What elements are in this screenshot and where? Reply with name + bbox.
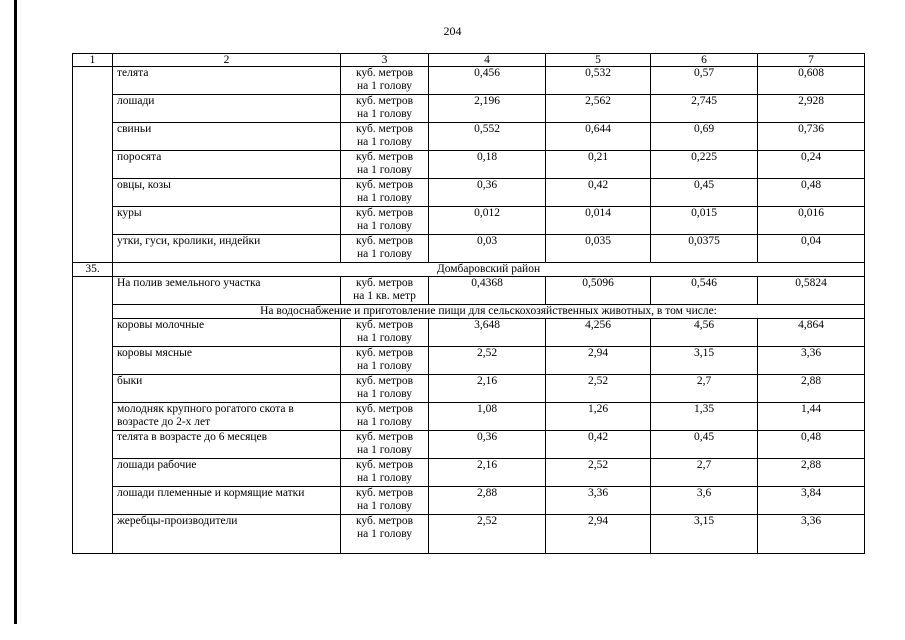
value-cell: 2,7 [651,459,758,487]
name-cell: лошади рабочие [113,459,341,487]
value-cell: 2,88 [758,375,865,403]
unit-line-2: на 1 голову [356,192,413,204]
unit-line-1: куб. метров [355,487,414,499]
section-row [73,263,865,277]
unit-line-2: на 1 голову [356,472,413,484]
unit-line-1: куб. метров [355,151,414,163]
value-cell: 4,864 [758,319,865,347]
value-cell: 0,4368 [429,277,546,305]
unit-cell [341,515,429,554]
value-cell: 0,36 [429,431,546,459]
value-cell: 0,456 [429,67,546,95]
unit-line-1: куб. метров [355,375,414,387]
value-cell: 3,36 [758,347,865,375]
unit-line-2: на 1 голову [356,500,413,512]
unit-line-2: на 1 голову [356,444,413,456]
table-row [73,151,865,179]
subheading: На водоснабжение и приготовление пищи для сельскохозяйственных животных, в том числе: [113,305,865,319]
name-cell: коровы мясные [113,347,341,375]
unit-cell [341,235,429,263]
unit-line-1: куб. метров [355,515,414,527]
value-cell: 3,15 [651,515,758,554]
unit-line-1: куб. метров [355,235,414,247]
section-title: Домбаровский район [113,263,865,277]
unit-line-2: на 1 голову [356,416,413,428]
value-cell: 2,52 [546,375,651,403]
unit-cell [341,375,429,403]
value-cell: 0,012 [429,207,546,235]
name-cell: жеребцы-производители [113,515,341,554]
table-row [73,207,865,235]
value-cell: 0,014 [546,207,651,235]
unit-line-1: куб. метров [355,95,414,107]
value-cell: 0,42 [546,431,651,459]
unit-cell [341,459,429,487]
header-cell: 7 [758,54,865,67]
number-cell [73,67,113,263]
name-cell: свиньи [113,123,341,151]
header-row [73,54,865,67]
value-cell: 2,52 [546,459,651,487]
value-cell: 0,015 [651,207,758,235]
table-row [73,515,865,554]
value-cell: 3,15 [651,347,758,375]
value-cell: 3,36 [758,515,865,554]
unit-line-2: на 1 голову [356,136,413,148]
unit-line-1: куб. метров [355,123,414,135]
value-cell: 2,94 [546,347,651,375]
tariff-table [72,53,865,554]
value-cell: 3,6 [651,487,758,515]
table-row [73,235,865,263]
header-cell: 2 [113,54,341,67]
value-cell: 0,225 [651,151,758,179]
name-cell: быки [113,375,341,403]
unit-cell [341,277,429,305]
table-row [73,67,865,95]
value-cell: 2,928 [758,95,865,123]
unit-line-1: куб. метров [355,179,414,191]
value-cell: 0,644 [546,123,651,151]
value-cell: 1,26 [546,403,651,431]
unit-cell [341,347,429,375]
name-cell: куры [113,207,341,235]
unit-cell [341,207,429,235]
value-cell: 2,52 [429,347,546,375]
value-cell: 2,196 [429,95,546,123]
unit-line-2: на 1 голову [356,360,413,372]
section-number: 35. [73,263,113,277]
unit-line-1: куб. метров [355,319,414,331]
unit-line-2: на 1 голову [356,248,413,260]
unit-cell [341,123,429,151]
unit-cell [341,403,429,431]
page-number: 204 [443,24,462,38]
header-cell: 5 [546,54,651,67]
unit-line-2: на 1 голову [356,528,413,540]
unit-line-2: на 1 голову [356,220,413,232]
table-row [73,347,865,375]
value-cell: 4,256 [546,319,651,347]
value-cell: 0,03 [429,235,546,263]
value-cell: 0,5824 [758,277,865,305]
value-cell: 2,94 [546,515,651,554]
unit-cell [341,179,429,207]
table-row [73,179,865,207]
unit-line-2: на 1 голову [356,108,413,120]
value-cell: 3,36 [546,487,651,515]
value-cell: 0,736 [758,123,865,151]
unit-cell [341,151,429,179]
table-row [73,319,865,347]
name-cell: телята в возрасте до 6 месяцев [113,431,341,459]
value-cell: 0,69 [651,123,758,151]
value-cell: 2,16 [429,375,546,403]
value-cell: 0,608 [758,67,865,95]
name-cell: поросята [113,151,341,179]
value-cell: 0,48 [758,431,865,459]
unit-cell [341,431,429,459]
header-cell: 3 [341,54,429,67]
table-row [73,375,865,403]
table-row [73,277,865,305]
table-row [73,487,865,515]
unit-line-1: куб. метров [355,403,414,415]
unit-line-1: куб. метров [355,459,414,471]
value-cell: 0,546 [651,277,758,305]
unit-line-2: на 1 кв. метр [353,290,416,302]
value-cell: 0,5096 [546,277,651,305]
unit-line-2: на 1 голову [356,80,413,92]
unit-cell [341,95,429,123]
unit-line-1: куб. метров [355,207,414,219]
unit-cell [341,67,429,95]
table-row [73,123,865,151]
name-cell: молодняк крупного рогатого скота в возрасте до 2-х лет [113,403,341,431]
header-cell: 1 [73,54,113,67]
value-cell: 0,0375 [651,235,758,263]
value-cell: 2,7 [651,375,758,403]
value-cell: 0,035 [546,235,651,263]
value-cell: 0,016 [758,207,865,235]
unit-line-1: куб. метров [355,277,414,289]
unit-line-2: на 1 голову [356,164,413,176]
header-cell: 6 [651,54,758,67]
value-cell: 2,88 [429,487,546,515]
unit-line-2: на 1 голову [356,332,413,344]
value-cell: 0,21 [546,151,651,179]
unit-cell [341,487,429,515]
value-cell: 2,562 [546,95,651,123]
value-cell: 2,16 [429,459,546,487]
table-row [73,403,865,431]
table-row [73,459,865,487]
value-cell: 3,648 [429,319,546,347]
value-cell: 4,56 [651,319,758,347]
table-row [73,95,865,123]
header-cell: 4 [429,54,546,67]
name-cell: коровы молочные [113,319,341,347]
value-cell: 3,84 [758,487,865,515]
name-cell: лошади племенные и кормящие матки [113,487,341,515]
name-cell: телята [113,67,341,95]
value-cell: 1,44 [758,403,865,431]
value-cell: 0,532 [546,67,651,95]
value-cell: 1,35 [651,403,758,431]
name-cell: овцы, козы [113,179,341,207]
unit-line-1: куб. метров [355,67,414,79]
name-cell: На полив земельного участка [113,277,341,305]
value-cell: 0,42 [546,179,651,207]
value-cell: 0,57 [651,67,758,95]
binding-line [14,0,17,624]
value-cell: 0,18 [429,151,546,179]
unit-line-1: куб. метров [355,347,414,359]
value-cell: 0,24 [758,151,865,179]
unit-line-2: на 1 голову [356,388,413,400]
number-cell [73,277,113,554]
table-row [73,431,865,459]
value-cell: 2,745 [651,95,758,123]
value-cell: 0,36 [429,179,546,207]
value-cell: 0,48 [758,179,865,207]
value-cell: 0,45 [651,431,758,459]
unit-cell [341,319,429,347]
value-cell: 1,08 [429,403,546,431]
value-cell: 0,04 [758,235,865,263]
value-cell: 2,88 [758,459,865,487]
name-cell: утки, гуси, кролики, индейки [113,235,341,263]
name-cell: лошади [113,95,341,123]
unit-line-1: куб. метров [355,431,414,443]
value-cell: 0,45 [651,179,758,207]
value-cell: 0,552 [429,123,546,151]
subheading-row [73,305,865,319]
value-cell: 2,52 [429,515,546,554]
